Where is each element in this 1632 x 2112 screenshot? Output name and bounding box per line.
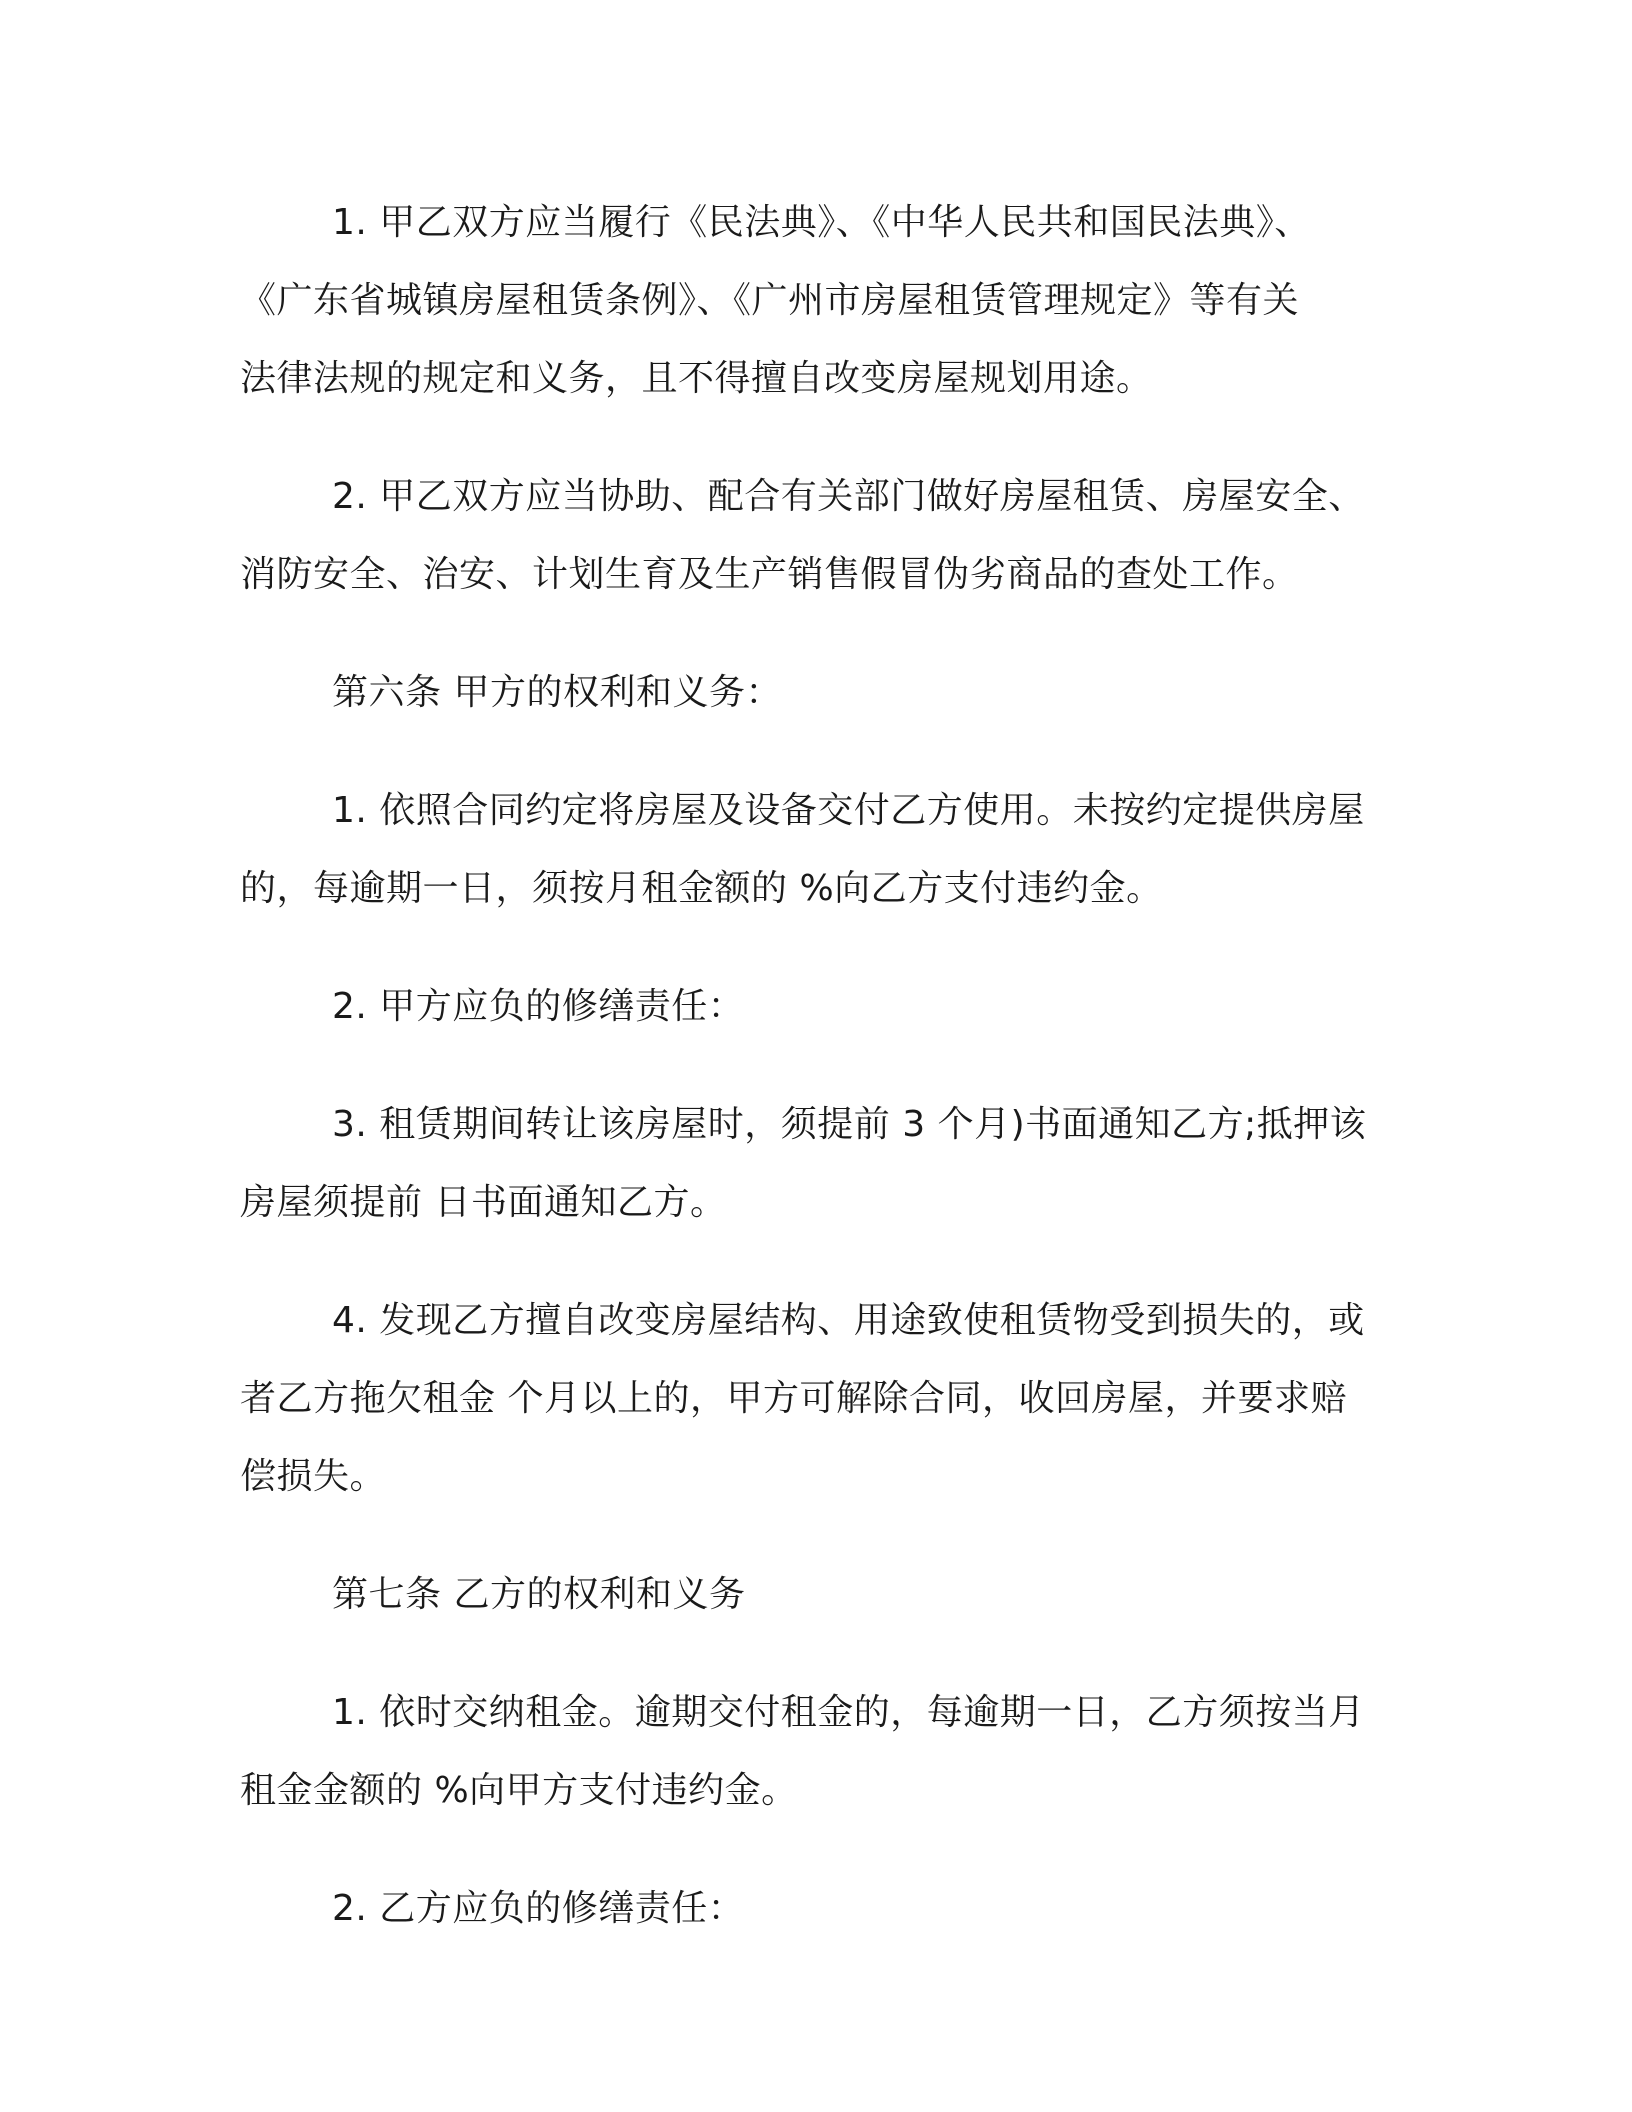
paragraph-6-1 [240, 772, 1400, 928]
paragraph-gap [240, 1634, 1400, 1674]
paragraph-gap [240, 1242, 1400, 1282]
text-line: 2. 甲方应负的修缮责任： [332, 986, 745, 1027]
paragraph-6-3 [240, 1086, 1400, 1242]
text-line: 消防安全、治安、计划生育及生产销售假冒伪劣商品的查处工作。 [240, 554, 1299, 595]
text-line: 2. 甲乙双方应当协助、配合有关部门做好房屋租赁、房屋安全、 [332, 476, 1365, 517]
paragraph-gap [240, 928, 1400, 968]
text-line: 者乙方拖欠租金 个月以上的，甲方可解除合同，收回房屋，并要求赔 [240, 1378, 1347, 1419]
paragraph-gap [240, 1516, 1400, 1556]
document-page [240, 184, 1400, 1948]
text-line: 第七条 乙方的权利和义务 [332, 1574, 746, 1615]
paragraph-gap [240, 614, 1400, 654]
paragraph-6-4 [240, 1282, 1400, 1516]
text-line: 法律法规的规定和义务，且不得擅自改变房屋规划用途。 [240, 358, 1153, 399]
article-6-heading [240, 654, 1400, 732]
paragraph-6-2 [240, 968, 1400, 1046]
text-line: 的，每逾期一日，须按月租金额的 %向乙方支付违约金。 [240, 868, 1163, 909]
text-line: 第六条 甲方的权利和义务： [332, 672, 782, 713]
text-line: 3. 租赁期间转让该房屋时，须提前 3 个月)书面通知乙方;抵押该 [332, 1104, 1367, 1145]
article-7-heading [240, 1556, 1400, 1634]
text-line: 《广东省城镇房屋租赁条例》、《广州市房屋租赁管理规定》等有关 [240, 280, 1300, 321]
paragraph-5-1 [240, 184, 1400, 418]
text-line: 1. 甲乙双方应当履行《民法典》、《中华人民共和国民法典》、 [332, 202, 1311, 243]
text-line: 2. 乙方应负的修缮责任： [332, 1888, 745, 1929]
paragraph-gap [240, 1830, 1400, 1870]
text-line: 4. 发现乙方擅自改变房屋结构、用途致使租赁物受到损失的，或 [332, 1300, 1365, 1341]
paragraph-gap [240, 732, 1400, 772]
paragraph-7-1 [240, 1674, 1400, 1830]
text-line: 1. 依照合同约定将房屋及设备交付乙方使用。未按约定提供房屋 [332, 790, 1365, 831]
text-line: 1. 依时交纳租金。逾期交付租金的，每逾期一日，乙方须按当月 [332, 1692, 1365, 1733]
paragraph-7-2 [240, 1870, 1400, 1948]
paragraph-5-2 [240, 458, 1400, 614]
paragraph-gap [240, 1046, 1400, 1086]
paragraph-gap [240, 418, 1400, 458]
text-line: 租金金额的 %向甲方支付违约金。 [240, 1770, 798, 1811]
text-line: 房屋须提前 日书面通知乙方。 [240, 1182, 727, 1223]
text-line: 偿损失。 [240, 1456, 387, 1497]
